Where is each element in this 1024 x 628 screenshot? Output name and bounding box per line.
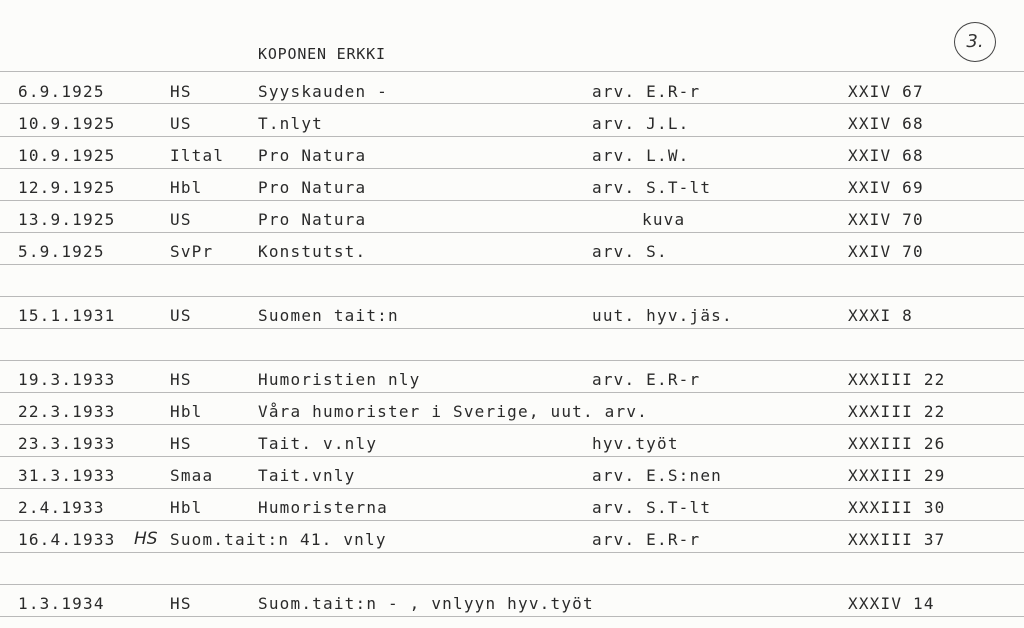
rule-line (0, 103, 1024, 104)
entry-date: 5.9.1925 (18, 242, 105, 261)
entry-paper: Smaa (170, 466, 214, 485)
entry-ref: XXIV 70 (848, 242, 924, 261)
entry-ref: XXXIII 30 (848, 498, 946, 517)
entry-date: 22.3.1933 (18, 402, 116, 421)
entry-note: arv. E.R-r (592, 370, 701, 389)
rule-line (0, 136, 1024, 137)
entry-note: arv. E.R-r (592, 530, 701, 549)
entry-ref: XXIV 67 (848, 82, 924, 101)
entry-note: arv. E.R-r (592, 82, 701, 101)
rule-line (0, 424, 1024, 425)
entry-ref: XXXI 8 (848, 306, 913, 325)
entry-date: 19.3.1933 (18, 370, 116, 389)
entry-paper: HS (170, 594, 192, 613)
entry-title: Pro Natura (258, 178, 367, 197)
rule-line (0, 488, 1024, 489)
entry-note: arv. S.T-lt (592, 498, 712, 517)
entry-paper: Hbl (170, 402, 203, 421)
rule-line (0, 200, 1024, 201)
entry-note: hyv.työt (592, 434, 679, 453)
entry-note: uut. hyv.jäs. (592, 306, 733, 325)
entry-title: Syyskauden - (258, 82, 388, 101)
entry-ref: XXXIII 22 (848, 370, 946, 389)
entry-title: Suomen tait:n (258, 306, 399, 325)
entry-ref: XXIV 70 (848, 210, 924, 229)
rule-line (0, 232, 1024, 233)
rule-line (0, 296, 1024, 297)
entry-paper: HS (134, 529, 158, 549)
entry-paper: Hbl (170, 498, 203, 517)
rule-line (0, 328, 1024, 329)
entry-paper: Iltal (170, 146, 225, 165)
entry-ref: XXXIII 26 (848, 434, 946, 453)
entry-paper: Hbl (170, 178, 203, 197)
entry-paper: US (170, 306, 192, 325)
entry-note: arv. S. (592, 242, 668, 261)
entry-ref: XXXIV 14 (848, 594, 935, 613)
card-number: 3. (954, 22, 996, 62)
entry-ref: XXIV 69 (848, 178, 924, 197)
entry-note: arv. J.L. (592, 114, 690, 133)
entry-date: 16.4.1933 (18, 530, 116, 549)
entry-note: arv. S.T-lt (592, 178, 712, 197)
rule-line (0, 392, 1024, 393)
entry-title: Suom.tait:n 41. vnly (170, 530, 387, 549)
rule-line (0, 264, 1024, 265)
entry-title: Pro Natura (258, 146, 367, 165)
entry-date: 31.3.1933 (18, 466, 116, 485)
entry-ref: XXIV 68 (848, 146, 924, 165)
entry-title: Konstutst. (258, 242, 367, 261)
person-name: KOPONEN ERKKI (258, 45, 386, 63)
entry-paper: HS (170, 82, 192, 101)
entry-date: 10.9.1925 (18, 114, 116, 133)
entry-title: Tait. v.nly (258, 434, 378, 453)
entry-ref: XXIV 68 (848, 114, 924, 133)
entry-ref: XXXIII 37 (848, 530, 946, 549)
entry-note: arv. E.S:nen (592, 466, 722, 485)
entry-title: Humoristien nly (258, 370, 421, 389)
entry-date: 2.4.1933 (18, 498, 105, 517)
entry-date: 15.1.1931 (18, 306, 116, 325)
entry-title: Pro Natura (258, 210, 367, 229)
entry-note: arv. L.W. (592, 146, 690, 165)
entry-paper: US (170, 114, 192, 133)
rule-line (0, 456, 1024, 457)
entry-date: 13.9.1925 (18, 210, 116, 229)
entry-date: 12.9.1925 (18, 178, 116, 197)
entry-date: 23.3.1933 (18, 434, 116, 453)
entry-note: kuva (642, 210, 686, 229)
entry-paper: HS (170, 434, 192, 453)
entry-paper: SvPr (170, 242, 214, 261)
entry-date: 10.9.1925 (18, 146, 116, 165)
entry-ref: XXXIII 22 (848, 402, 946, 421)
rule-line (0, 168, 1024, 169)
entry-ref: XXXIII 29 (848, 466, 946, 485)
entry-title: Humoristerna (258, 498, 388, 517)
rule-line (0, 584, 1024, 585)
entry-title: T.nlyt (258, 114, 323, 133)
entry-title: Tait.vnly (258, 466, 356, 485)
entry-paper: HS (170, 370, 192, 389)
entry-date: 6.9.1925 (18, 82, 105, 101)
rule-line (0, 360, 1024, 361)
entry-date: 1.3.1934 (18, 594, 105, 613)
rule-line (0, 616, 1024, 617)
entry-title: Våra humorister i Sverige, uut. arv. (258, 402, 648, 421)
entry-title: Suom.tait:n - , vnlyyn hyv.työt (258, 594, 594, 613)
rule-line (0, 552, 1024, 553)
rule-line (0, 520, 1024, 521)
rule-line (0, 71, 1024, 72)
entry-paper: US (170, 210, 192, 229)
